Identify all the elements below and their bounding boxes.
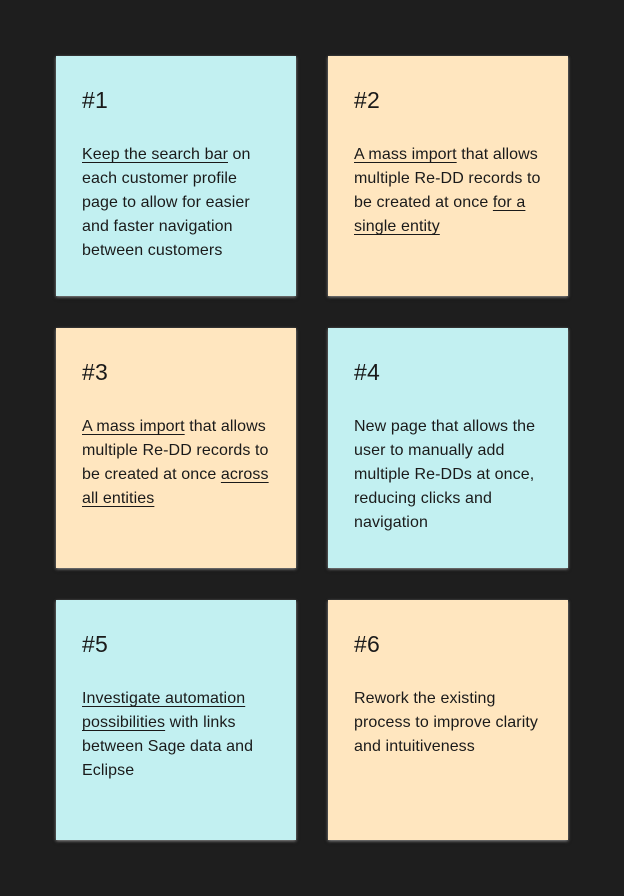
note-text: with links between Sage data and Eclipse	[82, 714, 254, 779]
note-body	[82, 143, 270, 263]
note-body	[354, 415, 542, 535]
note-title: #3	[82, 359, 108, 385]
sticky-note-1[interactable]	[56, 56, 296, 296]
sticky-note-6[interactable]	[328, 600, 568, 840]
note-title: #2	[354, 87, 380, 113]
note-title: #6	[354, 631, 380, 657]
note-title: #1	[82, 87, 108, 113]
sticky-note-3[interactable]	[56, 328, 296, 568]
note-text: that allows multiple Re-DD records to be created at once	[354, 146, 541, 211]
note-text: New page that allows the user to manually add multiple Re-DDs at once, reducing clicks and navigation	[354, 418, 536, 531]
note-body	[354, 687, 542, 759]
note-text: that allows multiple Re-DD records to be created at once	[82, 418, 269, 483]
note-body	[82, 687, 270, 783]
note-title: #4	[354, 359, 380, 385]
note-text: on each customer profile page to allow for easier and faster navigation between customers	[82, 146, 251, 259]
note-text-underlined: A mass import	[354, 146, 457, 163]
sticky-note-2[interactable]	[328, 56, 568, 296]
sticky-note-4[interactable]	[328, 328, 568, 568]
note-text-underlined: across all entities	[82, 466, 269, 507]
note-text-underlined: Keep the search bar	[82, 146, 228, 163]
note-title: #5	[82, 631, 108, 657]
note-body	[354, 143, 542, 239]
note-text: Rework the existing process to improve clarity and intuitiveness	[354, 690, 538, 755]
note-body	[82, 415, 270, 511]
note-text-underlined: Investigate automation possibilities	[82, 690, 246, 731]
sticky-note-5[interactable]	[56, 600, 296, 840]
note-text-underlined: for a single entity	[354, 194, 526, 235]
note-text-underlined: A mass import	[82, 418, 185, 435]
